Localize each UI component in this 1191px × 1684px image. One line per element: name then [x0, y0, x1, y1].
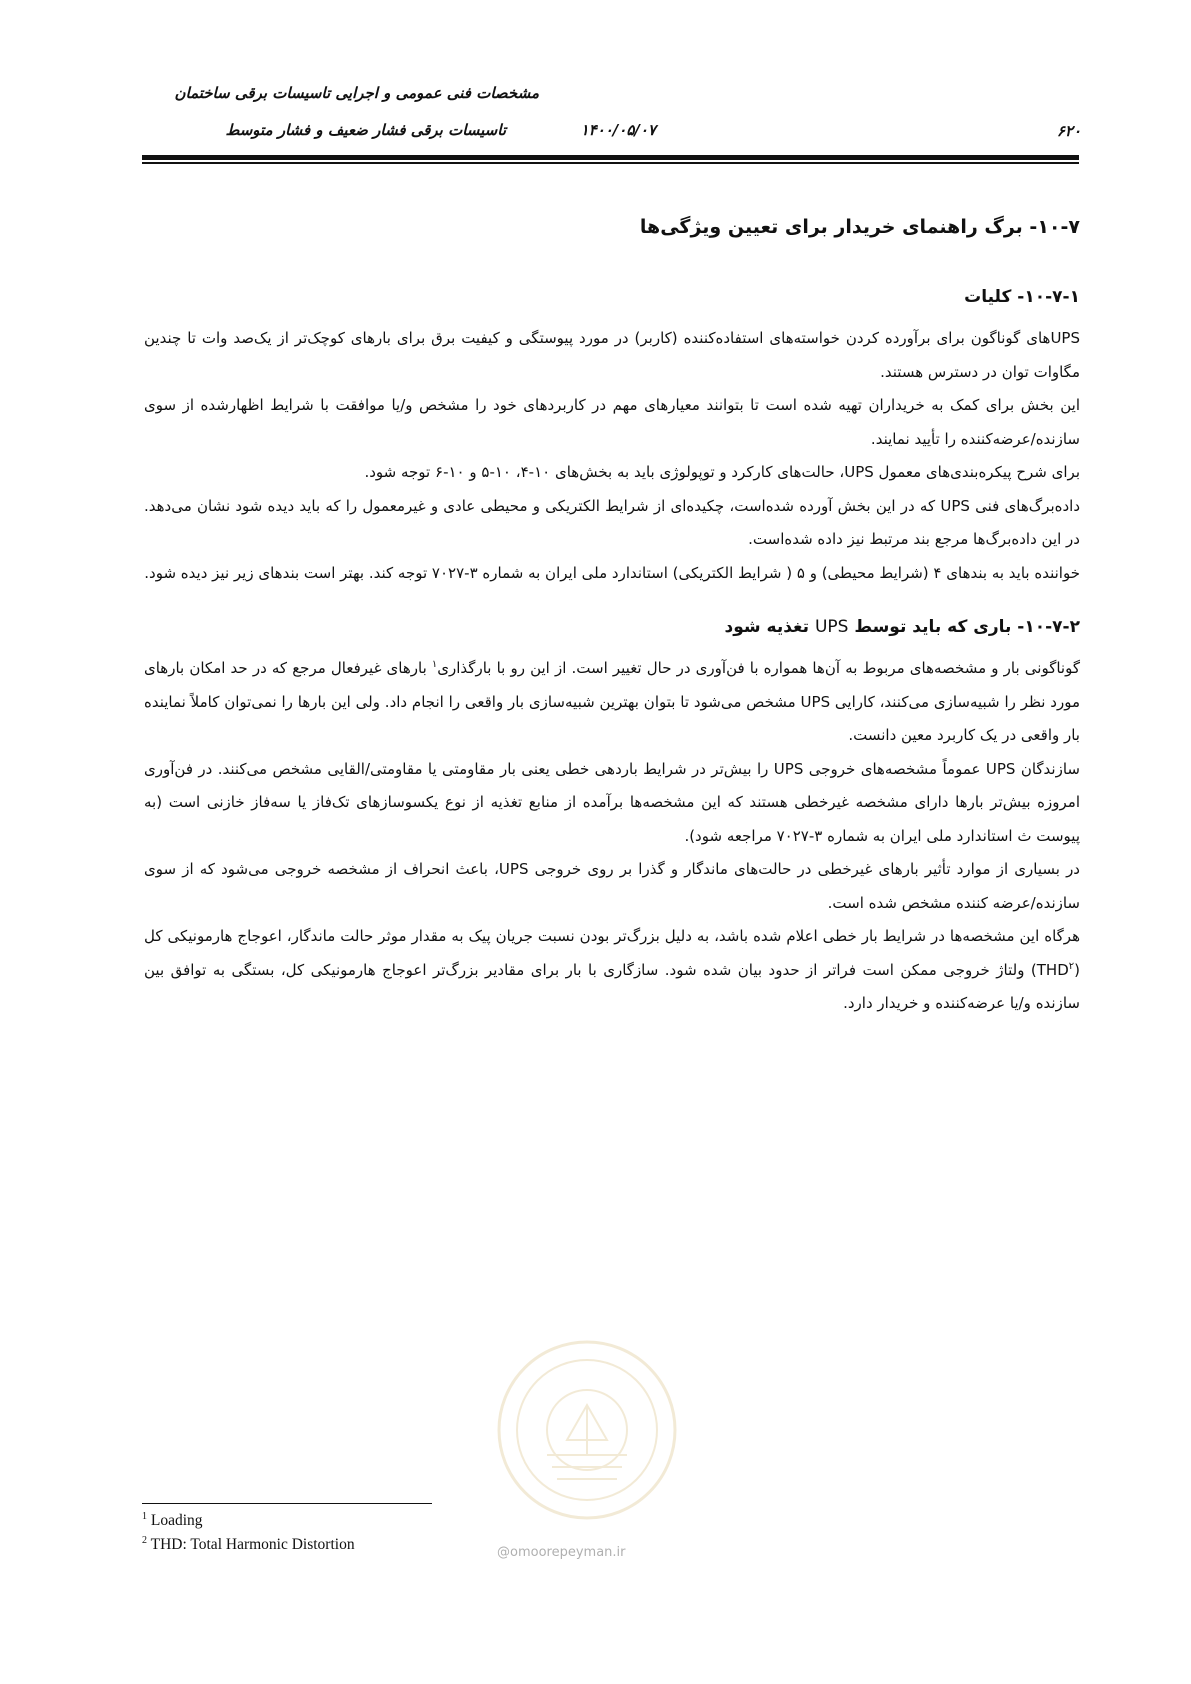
- footnote-ref-1: ۱: [431, 659, 438, 670]
- header-book-title: مشخصات فنی عمومی و اجرایی تاسیسات برقی ساختمان: [174, 84, 539, 102]
- footnote-mark: 2: [142, 1534, 147, 1546]
- footnote-mark: 1: [142, 1510, 147, 1522]
- section-heading-general: ۱۰-۷-۱- کلیات: [964, 287, 1080, 307]
- paragraph: خواننده باید به بندهای ۴ (شرایط محیطی) و ۵ ( شرایط الکتریکی) استاندارد ملی ایران به شماره ۳-۷۰۲۷ توجه کند. بهتر است بندهای زیر نیز دیده شود.: [144, 563, 1080, 582]
- paragraph: در بسیاری از موارد تأثیر بارهای غیرخطی در حالت‌های ماندگار و گذرا بر روی خروجی UPS، باعث انحراف از مشخصه خروجی می‌شود که از سوی سازنده/عرضه کننده مشخص شده است.: [144, 860, 1080, 912]
- heading-text: تغذیه شود: [724, 617, 815, 637]
- thd-text: THD: [1036, 960, 1069, 979]
- paragraph: [144, 652, 1080, 753]
- paragraph: [144, 920, 1080, 1021]
- paragraph-text: ) ولتاژ خروجی ممکن است فراتر از حدود بیان شده شود. سازگاری با بار برای مقادیر بزرگ‌تر اعوجاج هارمونیکی کل، بستگی به توافق بین سازنده و/یا عرضه‌کننده و خریدار دارد.: [144, 960, 1080, 1012]
- footnote-divider: [142, 1503, 432, 1504]
- footnote-text: THD: Total Harmonic Distortion: [150, 1536, 355, 1553]
- section-heading-load: [144, 612, 1080, 642]
- page-title: ۱۰-۷- برگ راهنمای خریدار برای تعیین ویژگی‌ها: [639, 216, 1080, 238]
- paragraph: برای شرح پیکره‌بندی‌های معمول UPS، حالت‌های کارکرد و توپولوژی باید به بخش‌های ۱۰-۴، ۱۰-۵ و ۱۰-۶ توجه شود.: [364, 463, 1080, 481]
- paragraph: داده‌برگ‌های فنی UPS که در این بخش آورده شده‌است، چکیده‌ای از شرایط الکتریکی و محیطی عادی و غیرمعمول را که باید دیده شود نشان می‌دهد. در این داده‌برگ‌ها مرجع بند مرتبط نیز داده شده‌است.: [144, 496, 1081, 548]
- footnote-ref-2: ۲: [1068, 960, 1075, 972]
- header-date: ۱۴۰۰/۰۵/۰۷: [580, 121, 656, 139]
- paragraph-text: گوناگونی بار و مشخصه‌های مربوط به آن‌ها همواره با فن‌آوری در حال تغییر است. از این رو با بارگذاری: [437, 659, 1080, 677]
- heading-ups: UPS: [814, 617, 849, 637]
- paragraph: سازندگان UPS عموماً مشخصه‌های خروجی UPS را بیش‌تر در شرایط باردهی خطی یعنی بار مقاومتی یا مقاومتی/القایی مشخص می‌کنند. در فن‌آوری امروزه بیش‌تر بارها دارای مشخصه غیرخطی هستند که این مشخصه‌ها برآمده از منابع تغذیه از نوع یکسوسازهای تک‌فاز یا سه‌فاز خازنی است (به پیوست ث استاندارد ملی ایران به شماره ۳-۷۰۲۷ مراجعه شود).: [144, 759, 1080, 845]
- header-page-number: ۶۲۰: [1056, 122, 1081, 140]
- footnote-1: [142, 1512, 203, 1530]
- paragraph: این بخش برای کمک به خریداران تهیه شده است تا بتوانند معیارهای مهم در کاربردهای خود را مشخص و/یا موافقت با شرایط اظهارشده از سوی سازنده/عرضه‌کننده را تأیید نمایند.: [144, 396, 1080, 448]
- watermark-text: @omoorepeyman.ir: [497, 1545, 626, 1560]
- header-divider-thick: [142, 155, 1079, 160]
- paragraph: UPSهای گوناگون برای برآورده کردن خواسته‌های استفاده‌کننده (کاربر) در مورد پیوستگی و کیفیت برق برای بارهای کوچک‌تر از یک‌صد وات تا چندین مگاوات توان در دسترس هستند.: [144, 329, 1080, 381]
- header-divider-thin: [142, 162, 1079, 164]
- thd-abbrev: [1037, 961, 1074, 979]
- page-body: [144, 212, 1080, 1021]
- footnote-text: Loading: [150, 1512, 203, 1529]
- heading-text: ۱۰-۷-۲- باری که باید توسط: [848, 617, 1080, 637]
- header-section-title: تاسیسات برقی فشار ضعیف و فشار متوسط: [225, 121, 506, 139]
- footnote-2: [142, 1536, 355, 1554]
- paragraph-text: هرگاه این مشخصه‌ها در شرایط بار خطی اعلام شده باشد، به دلیل بزرگ‌تر بودن نسبت جریان پیک به مقدار موثر حالت ماندگار، اعوجاج هارمونیکی کل (: [144, 927, 1080, 979]
- paragraph-text: بارهای غیرفعال مرجع که در حد امکان بارهای مورد نظر را شبیه‌سازی می‌کنند، کارایی UPS مشخص می‌شود تا بتوان بهترین شبیه‌سازی بار واقعی را انجام داد. ولی این بارها را نمی‌توان کاملاً نماینده بار واقعی در یک کاربرد معین دانست.: [144, 659, 1081, 744]
- watermark-seal-icon: [492, 1335, 682, 1525]
